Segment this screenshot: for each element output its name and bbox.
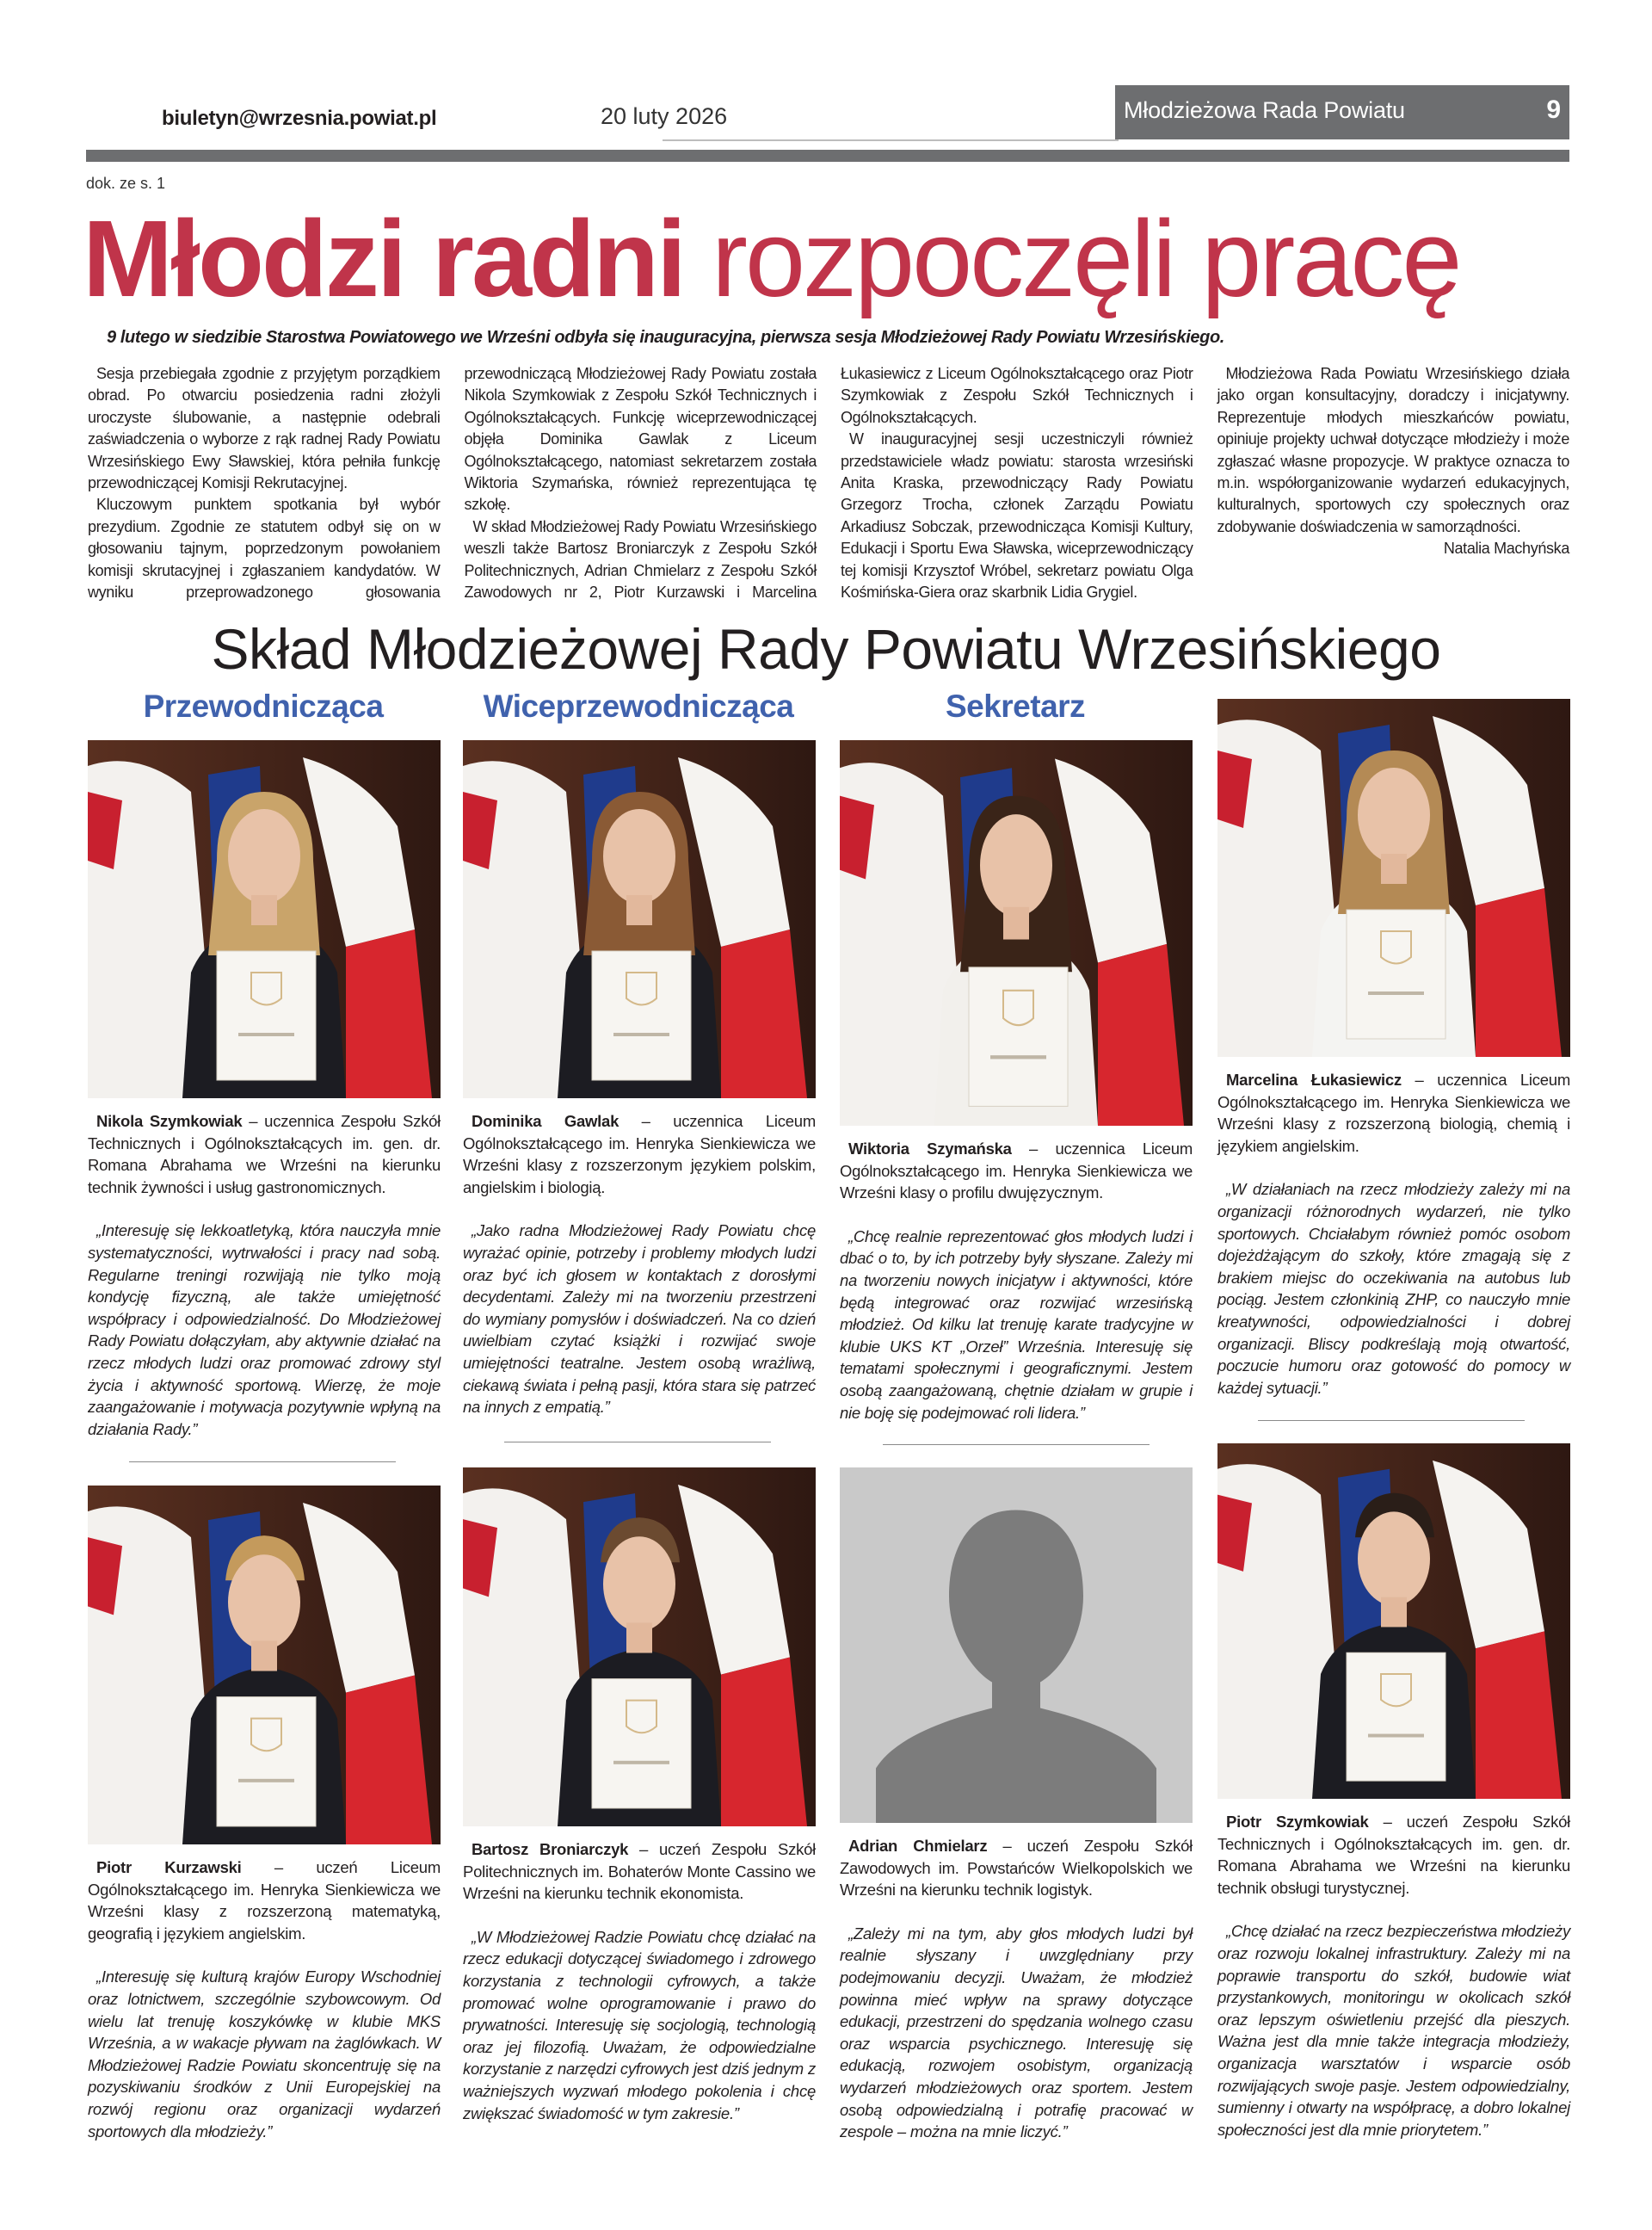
member-photo xyxy=(88,740,441,1098)
member-bio xyxy=(840,1138,1193,1204)
continued-note: dok. ze s. 1 xyxy=(86,175,166,192)
member-card xyxy=(840,740,1193,1424)
member-description: – uczeń Zespołu Szkół Technicznych i Ogólnokształcących im. gen. dr. Romana Abrahama we Wrześni na kierunku technik obsługi turystycznej. xyxy=(1217,1813,1570,1897)
member-quote: „Zależy mi na tym, aby głos młodych ludzi był realnie słyszany i uwzględniany przy podejmowaniu decyzji. Uważam, że młodzież powinna mieć wpływ na sprawy dotyczące edukacji, przestrzeni do spędzania wolnego czasu oraz wsparcia psychicznego. Interesuję się edukacją, rozwojem osobistym, organizacją wydarzeń młodzieżowych oraz sportem. Jestem osobą odpowiedzialną i potrafię pracować w zespole – można na mnie liczyć.” xyxy=(840,1924,1193,2141)
member-name: Marcelina Łukasiewicz xyxy=(1226,1071,1402,1089)
member-name: Bartosz Broniarczyk xyxy=(472,1840,629,1858)
paragraph: W skład Młodzieżowej Rady Powiatu Wrzesińskiego weszli także Bartosz Broniarczyk z Zespołu Szkół Politechnicznych, Adrian Chmielarz z Zespołu Szkół Zawodowych nr 2, Piotr Kurzawski i Marcelina Łukasiewicz z Liceum Ogólnokształcącego oraz Piotr Szymkowiak z Zespołu Szkół Technicznych i Ogólnokształcących. xyxy=(464,365,1193,602)
section-banner xyxy=(1115,85,1569,139)
certificate-icon xyxy=(217,951,316,1080)
certificate-icon xyxy=(1347,1652,1446,1781)
certificate-icon xyxy=(969,967,1068,1107)
role-vice-chair: Wiceprzewodnicząca xyxy=(483,689,794,724)
member-name: Wiktoria Szymańska xyxy=(848,1140,1012,1158)
member-bio xyxy=(840,1835,1193,1901)
member-card xyxy=(1217,1443,1570,2140)
member-bio xyxy=(88,1856,441,1944)
member-photo xyxy=(463,740,816,1098)
member-quote: „Chcę działać na rzecz bezpieczeństwa młodzieży oraz rozwoju lokalnej infrastruktury. Zależy mi na poprawie transportu do szkół, budowie wiat przystankowych, monitoringu w okolicach szkół oraz lepszym oświetleniu przejść dla pieszych. Ważna jest dla mnie także integracja młodzieży, organizacja warsztatów i wsparcie osób rozwijających swoje pasje. Jestem odpowiedzialny, sumienny i otwarty na współpracę, a dobro lokalnej społeczności jest dla mnie priorytetem.” xyxy=(1217,1922,1570,2139)
member-photo xyxy=(463,1467,816,1826)
member-description: – uczeń Zespołu Szkół Zawodowych im. Powstańców Wielkopolskich we Wrześni na kierunku technik logistyk. xyxy=(840,1837,1193,1900)
member-bio xyxy=(463,1838,816,1905)
member-description: – uczennica Zespołu Szkół Technicznych i Ogólnokształcących im. gen. dr. Romana Abrahama we Wrześni na kierunku technik żywności i usług gastronomicznych. xyxy=(88,1112,441,1196)
member-description: – uczennica Liceum Ogólnokształcącego im. Henryka Sienkiewicza we Wrześni klasy o profilu dwujęzycznym. xyxy=(840,1140,1193,1202)
member-name: Piotr Kurzawski xyxy=(96,1858,242,1876)
certificate-icon xyxy=(592,951,691,1080)
member-bio xyxy=(1217,1811,1570,1899)
member-name: Piotr Szymkowiak xyxy=(1226,1813,1369,1831)
paragraph: Młodzieżowa Rada Powiatu Wrzesińskiego działa jako organ konsultacyjny, doradczy i inicjatywny. Reprezentuje młodych mieszkańców powiatu, opiniuje projekty uchwał dotyczące młodzieży i może zgłaszać własne propozycje. W praktyce oznacza to m.in. współorganizowanie wydarzeń edukacyjnych, kulturalnych, sportowych czy społecznych oraz zdobywanie doświadczenia w samorządności. xyxy=(1217,365,1569,535)
header-rule xyxy=(663,139,1119,141)
member-photo xyxy=(1217,699,1570,1057)
header-email[interactable]: biuletyn@wrzesnia.powiat.pl xyxy=(162,107,437,130)
divider xyxy=(129,1461,396,1462)
member-bio xyxy=(1217,1069,1570,1157)
certificate-icon xyxy=(217,1697,316,1826)
title-light: rozpoczęli pracę xyxy=(711,198,1460,319)
article-title xyxy=(83,200,1459,319)
page-number: 9 xyxy=(1546,96,1561,124)
member-card xyxy=(840,1467,1193,2143)
header-bar xyxy=(86,150,1569,162)
member-name: Nikola Szymkowiak xyxy=(96,1112,243,1130)
member-card xyxy=(463,740,816,1418)
member-card xyxy=(463,1467,816,2124)
certificate-icon xyxy=(1347,910,1446,1039)
member-description: – uczeń Liceum Ogólnokształcącego im. Henryka Sienkiewicza we Wrześni klasy z rozszerzoną matematyką, geografią i językiem angielskim. xyxy=(88,1858,441,1943)
article-lead: 9 lutego w siedzibie Starostwa Powiatowego we Wrześni odbyła się inauguracyjna, pierwsza sesja Młodzieżowej Rady Powiatu Wrzesińskiego. xyxy=(107,328,1224,347)
divider xyxy=(1258,1420,1525,1421)
member-card xyxy=(88,1486,441,2142)
article-author: Natalia Machyńska xyxy=(1443,540,1569,558)
member-bio xyxy=(463,1110,816,1198)
member-card xyxy=(88,740,441,1440)
member-card xyxy=(1217,699,1570,1399)
member-description: – uczennica Liceum Ogólnokształcącego im. Henryka Sienkiewicza we Wrześni klasy z rozszerzonym językiem polskim, angielskim i biologią. xyxy=(463,1112,816,1196)
member-quote: „W działaniach na rzecz młodzieży zależy mi na organizacji różnorodnych wydarzeń, nie tylko sportowych. Chciałabym również pomóc osobom dojeżdżającym do szkoły, które zmagają się z brakiem miejsc do oczekiwania na autobus lub pociąg. Jestem członkinią ZHP, co nauczyło mnie kreatywności, odpowiedzialności i dobrej organizacji. Bliscy podkreślają moją otwartość, poczucie humoru oraz gotowość do pomocy w każdej sytuacji.” xyxy=(1217,1180,1570,1397)
issue-date: 20 luty 2026 xyxy=(601,103,728,129)
member-quote: „Chcę realnie reprezentować głos młodych ludzi i dbać o to, by ich potrzeby były słyszane. Zależy mi na tworzeniu nowych inicjatyw i aktywności, które będą integrować oraz rozwijać wrzesińską młodzież. Od kilku lat trenuję karate tradycyjne w klubie UKS KT „Orzeł” Września. Interesuję się tematami społecznymi i geograficznymi. Jestem osobą zaangażowaną, chętnie działam w grupie i nie boję się podejmować roli lidera.” xyxy=(840,1226,1193,1422)
member-quote: „Interesuję się kulturą krajów Europy Wschodniej oraz lotnictwem, szczególnie szybowcowym. Od wielu lat trenuję koszykówkę w klubie MKS Września, a w wakacje pływam na żaglówkach. W Młodzieżowej Radzie Powiatu skoncentruję się na pozyskiwaniu środków z Unii Europejskiej na rozwój regionu oraz organizacji wydarzeń sportowych dla młodzieży.” xyxy=(88,1967,441,2140)
member-photo xyxy=(840,740,1193,1126)
member-quote: „W Młodzieżowej Radzie Powiatu chcę działać na rzecz edukacji dotyczącej świadomego i zdrowego korzystania z technologii cyfrowych, a także promować wolne oprogramowanie i prawo do prywatności. Interesuję się socjologią, technologią oraz jej filozofią. Uważam, że odpowiedzialne korzystanie z narzędzi cyfrowych jest dziś jednym z ważniejszych wyzwań młodego pokolenia i chcę zwiększać świadomość w tym zakresie.” xyxy=(463,1927,816,2122)
member-description: – uczennica Liceum Ogólnokształcącego im. Henryka Sienkiewicza we Wrześni klasy z rozszerzoną biologią, chemią i językiem angielskim. xyxy=(1217,1071,1571,1155)
role-secretary: Sekretarz xyxy=(945,689,1086,724)
member-bio xyxy=(88,1110,441,1198)
council-heading: Skład Młodzieżowej Rady Powiatu Wrzesińskiego xyxy=(211,617,1441,681)
member-photo xyxy=(88,1486,441,1844)
paragraph: Kluczowym punktem spotkania był wybór prezydium. Zgodnie ze statutem odbył się on w głosowaniu tajnym, poprzedzonym powołaniem komisji skrutacyjnej i zgłaszaniem kandydatów. W wyniku przeprowadzonego głosowania przewodniczącą Młodzieżowej Rady Powiatu została Nikola Szymkowiak z Zespołu Szkół Technicznych i Ogólnokształcących. Funkcję wiceprzewodniczącej objęła Dominika Gawlak z Liceum Ogólnokształcącego, natomiast sekretarzem została Wiktoria Szymańska, również reprezentująca tę szkołę. xyxy=(88,365,817,602)
member-name: Dominika Gawlak xyxy=(472,1112,620,1130)
article-body xyxy=(88,363,1569,613)
title-bold: Młodzi radni xyxy=(83,198,684,319)
member-quote: „Interesuję się lekkoatletyką, która nauczyła mnie systematyczności, wytrwałości i pracy nad sobą. Regularne treningi rozwijają nie tylko moją kondycję fizyczną, ale także umiejętność współpracy i odpowiedzialność. Do Młodzieżowej Rady Powiatu dołączyłam, aby aktywnie działać na rzecz młodych ludzi oraz promować zdrowy styl życia i aktywność sportową. Wierzę, że moje zaangażowanie i motywacja pozytywnie wpłyną na działania Rady.” xyxy=(88,1221,441,1438)
divider xyxy=(883,1444,1150,1445)
role-chair: Przewodnicząca xyxy=(143,689,384,724)
section-label: Młodzieżowa Rada Powiatu xyxy=(1124,97,1405,123)
certificate-icon xyxy=(592,1679,691,1808)
member-photo xyxy=(1217,1443,1570,1799)
member-name: Adrian Chmielarz xyxy=(848,1837,988,1855)
member-description: – uczeń Zespołu Szkół Politechnicznych im. Bohaterów Monte Cassino we Wrześni na kierunku technik ekonomista. xyxy=(463,1840,816,1903)
member-quote: „Jako radna Młodzieżowej Rady Powiatu chcę wyrażać opinie, potrzeby i problemy młodych ludzi oraz być ich głosem w kontaktach z dorosłymi decydentami. Zależy mi na tworzeniu przestrzeni do wymiany pomysłów i doświadczeń. Na co dzień uwielbiam czytać książki i rozwijać swoje umiejętności teatralne. Jestem osobą wrażliwą, ciekawą świata i pełną pasji, która stara się patrzeć na innych z empatią.” xyxy=(463,1221,816,1417)
photo-placeholder xyxy=(840,1467,1193,1823)
paragraph: W inauguracyjnej sesji uczestniczyli również przedstawiciele władz powiatu: starosta wrzesiński Anita Kraska, przewodniczący Rady Powiatu Grzegorz Trocha, członek Zarządu Powiatu Arkadiusz Sobczak, przewodnicząca Komisji Kultury, Edukacji i Sportu Ewa Sławska, wiceprzewodniczący tej komisji Krzysztof Wróbel, sekretarz powiatu Olga Kośmińska-Giera oraz skarbnik Lidia Grygiel. xyxy=(841,430,1193,602)
paragraph: Sesja przebiegała zgodnie z przyjętym porządkiem obrad. Po otwarciu posiedzenia radni złożyli uroczyste ślubowanie, a następnie odebrali zaświadczenia o wyborze z rąk radnej Rady Powiatu Wrzesińskiego Ewy Sławskiej, która pełniła funkcję przewodniczącej Komisji Rekrutacyjnej. xyxy=(88,365,441,492)
